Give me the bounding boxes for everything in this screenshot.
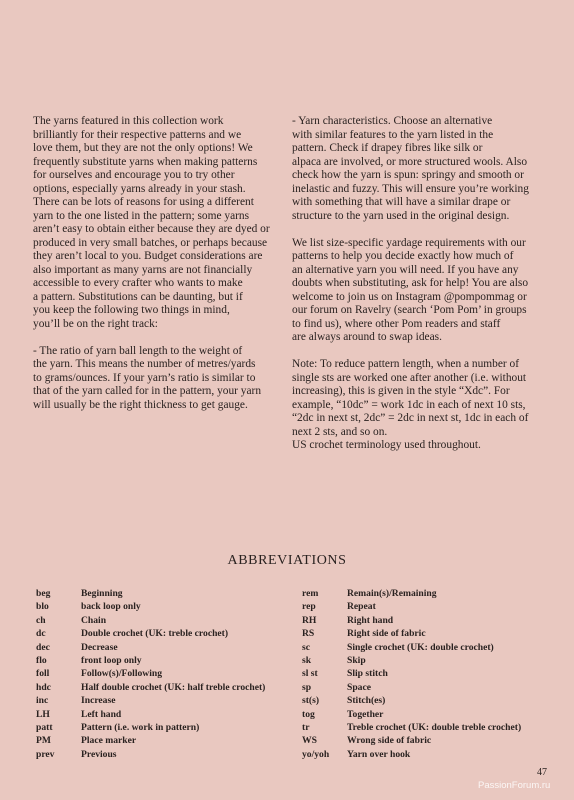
abbreviation-meaning: Together [347, 708, 384, 720]
abbreviation-term: ch [36, 614, 46, 626]
abbreviation-row [302, 681, 552, 694]
abbreviation-term: dec [36, 641, 50, 653]
abbreviation-term: PM [36, 735, 51, 747]
body-paragraph: We list size-specific yardage requirements with our patterns to help you decide exactly how much of an alternative yarn you will need. If you have any doubts when substituting, ask for help! You are also welcome to join us on Instagram @pompommag or our forum on Ravelry (search ‘Pom Pom’ in groups to find us), where other Pom readers and staff are always around to swap ideas. [292, 236, 529, 343]
abbreviation-row [302, 748, 552, 761]
abbreviation-row [36, 694, 286, 707]
abbreviation-meaning: Half double crochet (UK: half treble crochet) [81, 681, 266, 693]
abbreviation-meaning: Decrease [81, 641, 118, 653]
abbreviation-term: tog [302, 708, 315, 720]
body-paragraph: - The ratio of yarn ball length to the weight of the yarn. This means the number of metres/yards to grams/ounces. If your yarn’s ratio is similar to that of the yarn called for in the pattern, your yarn will usually be the right thickness to get gauge. [33, 344, 262, 411]
abbreviation-term: RS [302, 628, 315, 640]
abbreviation-meaning: Pattern (i.e. work in pattern) [81, 722, 200, 734]
abbreviation-row [302, 600, 552, 613]
abbreviation-meaning: Right hand [347, 614, 394, 626]
abbreviation-meaning: Place marker [81, 735, 137, 747]
abbreviation-term: flo [36, 655, 47, 667]
abbreviation-term: WS [302, 735, 317, 747]
abbreviation-meaning: Skip [347, 655, 366, 667]
abbreviation-row [36, 667, 286, 680]
abbreviation-meaning: Wrong side of fabric [347, 735, 432, 747]
abbreviation-meaning: Increase [81, 695, 116, 707]
abbreviation-row [36, 748, 286, 761]
abbreviation-row [36, 587, 286, 600]
abbreviation-meaning: Double crochet (UK: treble crochet) [81, 628, 229, 640]
abbreviation-meaning: back loop only [81, 601, 141, 613]
abbreviation-meaning: Slip stitch [347, 668, 388, 680]
abbreviation-meaning: Previous [81, 748, 117, 760]
abbreviation-row [36, 627, 286, 640]
abbreviation-term: prev [36, 748, 55, 760]
abbreviation-row [302, 641, 552, 654]
page-number: 47 [537, 767, 547, 778]
abbreviation-term: blo [36, 601, 49, 613]
abbreviation-row [302, 587, 552, 600]
abbreviation-meaning: Stitch(es) [347, 695, 386, 707]
abbreviation-row [302, 708, 552, 721]
abbreviation-meaning: Yarn over hook [347, 748, 411, 760]
abbreviation-meaning: Follow(s)/Following [81, 668, 163, 680]
abbreviation-term: tr [302, 722, 310, 734]
abbreviation-meaning: Remain(s)/Remaining [347, 588, 437, 599]
body-text-right-column [292, 115, 544, 466]
abbreviation-row [302, 734, 552, 747]
abbreviation-term: RH [302, 614, 317, 626]
abbreviation-row [36, 734, 286, 747]
abbreviations-list-right [302, 587, 552, 761]
abbreviation-row [36, 600, 286, 613]
watermark: PassionForum.ru [478, 780, 551, 791]
abbreviation-row [36, 654, 286, 667]
abbreviation-term: sp [302, 681, 312, 693]
abbreviation-row [302, 667, 552, 680]
abbreviation-term: LH [36, 708, 50, 720]
abbreviation-meaning: Treble crochet (UK: double treble crochet) [347, 722, 522, 734]
abbreviation-term: dc [36, 628, 46, 640]
abbreviation-row [302, 627, 552, 640]
abbreviation-term: sl st [302, 668, 318, 680]
abbreviation-term: st(s) [302, 695, 320, 707]
abbreviation-meaning: Chain [81, 614, 107, 626]
abbreviation-term: rem [302, 588, 319, 599]
abbreviation-row [36, 614, 286, 627]
abbreviation-row [36, 708, 286, 721]
abbreviation-term: foll [36, 668, 50, 680]
abbreviation-term: hdc [36, 681, 51, 693]
abbreviation-meaning: Space [347, 681, 371, 693]
body-paragraph: The yarns featured in this collection work brilliantly for their respective patterns and we love them, but they are not the only options! We frequently substitute yarns when making patterns for ourselves and encourage you to try other options, especially yarns already in your stash. There can be lots of reasons for using a different yarn to the one listed in the pattern; some yarns aren’t easy to obtain either because they are dyed or produced in very small batches, or perhaps because they aren’t local to you. Budget considerations are also important as many yarns are not financially accessible to every crafter who wants to make a pattern. Substitutions can be daunting, but if you keep the following two things in mind, you’ll be on the right track: [33, 115, 270, 330]
abbreviation-row [302, 654, 552, 667]
abbreviation-row [302, 694, 552, 707]
body-paragraph: Note: To reduce pattern length, when a number of single sts are worked one after another (i.e. without increasing), this is given in the style “Xdc”. For example, “10dc” = work 1dc in each of next 10 sts, “2dc in next st, 2dc” = 2dc in next st, 1dc in each of next 2 sts, and so on. US crochet terminology used throughout. [292, 358, 529, 451]
abbreviations-list-left [36, 587, 286, 761]
abbreviation-row [36, 721, 286, 734]
abbreviation-term: rep [302, 601, 316, 613]
abbreviation-meaning: Beginning [81, 588, 123, 599]
abbreviation-meaning: Left hand [81, 708, 122, 720]
abbreviation-term: sk [302, 655, 312, 667]
abbreviations-heading: ABBREVIATIONS [227, 553, 347, 568]
abbreviation-row [302, 614, 552, 627]
abbreviation-term: beg [36, 588, 51, 599]
abbreviation-term: inc [36, 695, 49, 707]
abbreviation-meaning: Single crochet (UK: double crochet) [347, 641, 494, 653]
abbreviation-row [302, 721, 552, 734]
abbreviation-row [36, 641, 286, 654]
body-text-left-column [33, 115, 283, 426]
body-paragraph: - Yarn characteristics. Choose an alternative with similar features to the yarn listed in the pattern. Check if drapey fibres like silk or alpaca are involved, or more structured wools. Also check how the yarn is spun: springy and smooth or inelastic and fuzzy. This will ensure you’re working with something that will have a similar drape or structure to the yarn used in the original design. [292, 115, 529, 222]
abbreviation-term: patt [36, 722, 53, 734]
abbreviation-meaning: Repeat [347, 601, 376, 613]
abbreviation-meaning: Right side of fabric [347, 628, 426, 640]
abbreviation-meaning: front loop only [81, 655, 142, 667]
abbreviation-row [36, 681, 286, 694]
abbreviation-term: yo/yoh [302, 748, 330, 760]
abbreviation-term: sc [302, 641, 310, 653]
